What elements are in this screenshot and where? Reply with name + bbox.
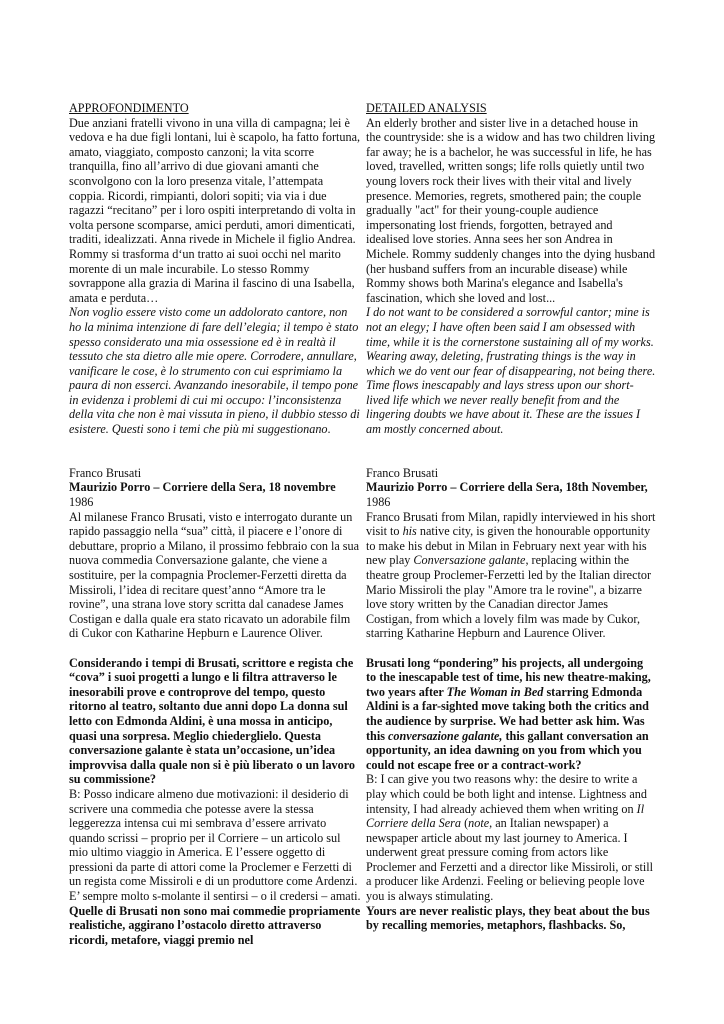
english-article-play-title: Conversazione galante [413,553,526,568]
italian-answer-1: B: Posso indicare almeno due motivazioni: il desiderio di scrivere una commedia che potesse avere la stessa leggerezza intensa cui mi sembrava d’essere arrivato quando scrissi – proprio per il Corriere – un articolo sul mio ultimo viaggio in America. E l’essere oggetto di pressioni da parte di attori come la Proclemer e Ferzetti di un regista come Missiroli e di un produttore come Ardenzi. E’ sempre molto s-molante il sentirsi – o il credersi – amati. [69,786,361,904]
english-answer-1 [366,772,656,903]
english-article-part: native city, is given the honourable opportunity to make his debut in Milan in February next year with his new play [366,524,651,568]
italian-quote-end: . [327,422,331,437]
english-question-play-title: conversazione galante, [388,728,503,743]
english-question-part: this gallant conversation an opportunity, an idea dawning on you from which you could not escape free or a contract-work? [366,728,649,772]
italian-question-1: Considerando i tempi di Brusati, scrittore e regista che “cova” i suoi progetti a lungo e li filtra attraverso le inesorabili prove e controprove del tempo, questo ritorno al teatro, soltanto due anni dopo La donna sul letto con Edmonda Aldini, è una mossa in anticipo, quasi una sorpresa. Meglio chiederglielo. Questa conversazione galante è stata un’occasione, un’idea improvvisa dalla quale non si è più liberato o un lavoro su commissione? [69,655,356,787]
italian-intro: Due anziani fratelli vivono in una villa di campagna; lei è vedova e ha due figli lontani, lui è scapolo, ha fatto fortuna, amato, viaggiato, composto canzoni; la vita scorre tranquilla, fino all’arrivo di due giovani amanti che sconvolgono con la loro presenza vitale, l’attempata coppia. Ricordi, rimpianti, dolori sopiti; via via i due ragazzi “recitano” per i loro ospiti interpretando di volta in volta persone scomparse, amici perduti, amori dimenticati, traditi, idealizzati. Anna rivede in Michele il figlio Andrea. Rommy si trasforma d‘un tratto ai suoi occhi nel marito morente di un male incurabile. Lo stesso Rommy sovrappone alla grazia di Marina il fascino di una Isabella, amata e perduta… [69,115,361,305]
english-answer-note: note [468,816,490,831]
italian-question-2: Quelle di Brusati non sono mai commedie propriamente realistiche, aggirano l’ostacolo diretto attraverso ricordi, metafore, viaggi premio nel [69,903,361,947]
italian-column [69,101,361,947]
italian-quote-text: Non voglio essere visto come un addolorato cantore, non ho la minima intenzione di fare dell’elegia; il tempo è stato spesso considerato una mia ossessione ed è in realtà il tessuto che sta dietro alle mie opere. Corrodere, annullare, vanificare le cose, è lo strumento con cui esprimiamo la paura di non esserci. Avanzando inesorabile, il tempo pone in evidenza i problemi di cui mi occupo: l’inconsistenza della vita che non è mai vissuta in pieno, il dubbio stesso di esistere. Questi sono i temi che più mi suggestionano [69,305,360,437]
english-question-part: Brusati long “pondering” his projects, all undergoing to the inescapable test of time, his new theatre-making, two years after [366,655,651,699]
english-quote: I do not want to be considered a sorrowful cantor; mine is not an elegy; I have often been said I am obsessed with time, while it is the cornerstone sustaining all of my works. Wearing away, deleting, frustrating things is the way in which we do vent our fear of disappearing, not being there. Time flows inescapably and lays stress upon our short-lived life which we never really benefit from and the lingering doubts we have about it. These are the issues I am mostly concerned about. [366,305,656,437]
english-question-part: starring Edmonda Aldini is a far-sighted move taking both the critics and the audience by surprise. We had better ask him. Was this [366,684,649,743]
italian-heading: APPROFONDIMENTO [69,101,189,115]
english-question-2: Yours are never realistic plays, they beat about the bus by recalling memories, metaphors, flashbacks. So, [366,903,650,933]
english-column [366,101,656,933]
english-article-emphasis: his [402,524,417,539]
english-answer-part: ( [461,816,469,831]
english-question-1 [366,656,656,773]
italian-quote [69,305,361,436]
english-answer-newspaper: Il Corriere della Sera [366,801,645,831]
english-intro: An elderly brother and sister live in a detached house in the countryside: she is a widow and has two children living far away; he is a bachelor, he was successful in life, he has loved, travelled, written songs; life rolls quietly until two young lovers rock their lives with their vital and lively presence. Memories, regrets, smothered pain; the couple gradually "act" for their young-couple audience impersonating lost friends, forgotten, betrayed and idealised love stories. Anna sees her son Andrea in Michele. Rommy suddenly changes into the dying husband (her husband suffers from an incurable disease) while Rommy shows both Marina's elegance and Isabella's fascination, which she loved and lost... [366,115,656,305]
english-article [366,510,656,641]
english-heading: DETAILED ANALYSIS [366,101,487,115]
italian-article: Al milanese Franco Brusati, visto e interrogato durante un rapido passaggio nella “sua” città, il piacere e l’onore di debuttare, proprio a Milano, il prossimo febbraio con la sua nuova commedia Conversazione galante, che viene a sostituire, per la compagnia Proclemer-Ferzetti diretta da Missiroli, l’idea di recitare quest’anno “Amore tra le rovine”, una strana love story scritta dal canadese James Costigan e dalla quale era stato ricavato un adorabile film di Cukor con Katharine Hepburn e Laurence Oliver. [69,509,360,641]
english-question-play-title: The Woman in Bed [446,684,544,699]
english-year: 1986 [366,495,391,510]
italian-author: Franco Brusati [69,465,142,480]
english-article-part: , replacing within the theatre group Proclemer-Ferzetti led by the Italian director Mario Missiroli the play "Amore tra le rovine", a bizarre love story written by the Canadian director James Costigan, from which a lovely film was made by Cukor, starring Katharine Hepburn and Laurence Oliver. [366,553,652,641]
english-article-part: Franco Brusati from Milan, rapidly interviewed in his short visit to [366,509,656,539]
italian-source: Maurizio Porro – Corriere della Sera, 18 novembre [69,480,336,495]
english-source: Maurizio Porro – Corriere della Sera, 18th November, [366,480,648,495]
english-author: Franco Brusati [366,465,439,480]
english-answer-part: , an Italian newspaper) a newspaper article about my last journey to America. I underwent great pressure coming from actors like Proclemer and Ferzetti and a director like Missiroli, or still a producer like Ardenzi. Feeling or believing people love you is always stimulating. [366,816,654,904]
italian-year: 1986 [69,495,94,510]
english-answer-part: B: I can give you two reasons why: the desire to write a play which could be both light and intense. Lightness and intensity, I had already achieved them when writing on [366,772,647,816]
